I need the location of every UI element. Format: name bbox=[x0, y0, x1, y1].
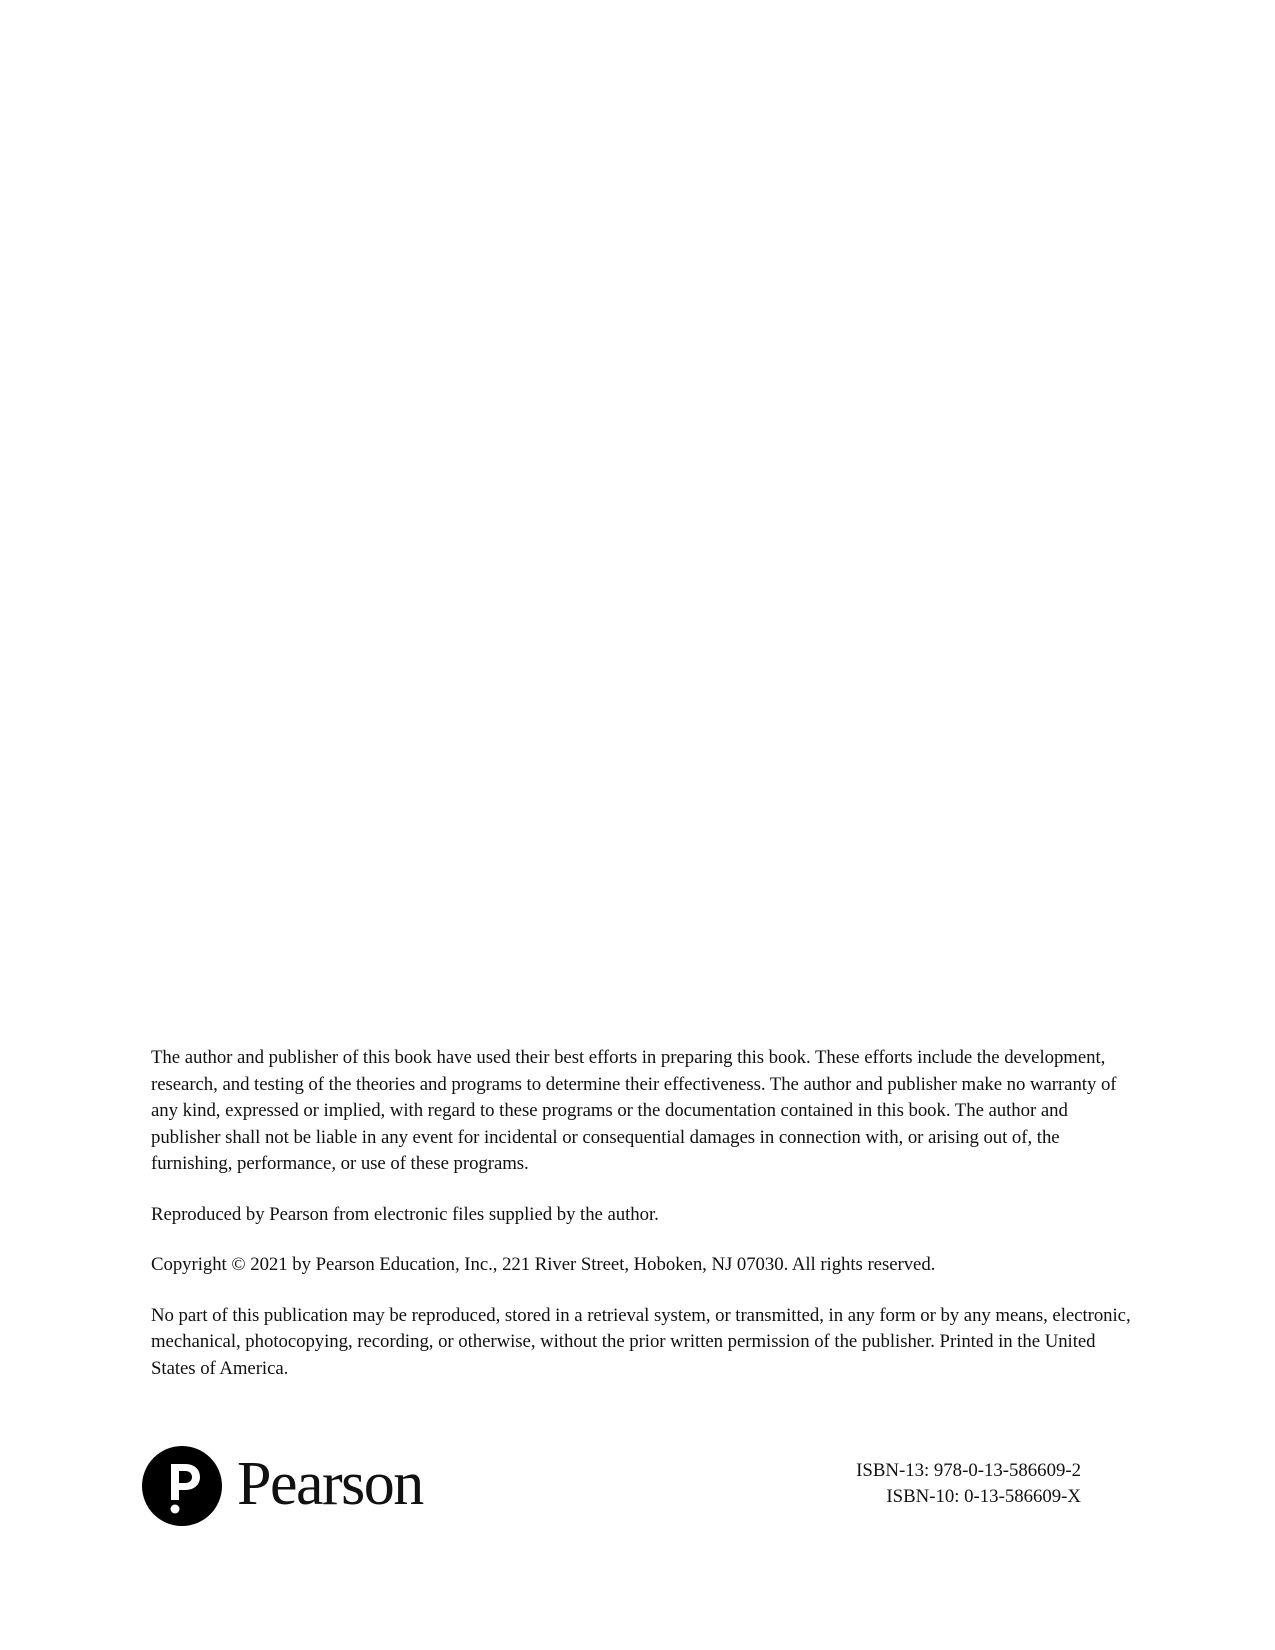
rights-notice: No part of this publication may be reproduced, stored in a retrieval system, or transmitted, in any form or by any means, electronic, mechanical, photocopying, recording, or otherwise, without the prior written permission of the publisher. Printed in the United States of America. bbox=[151, 1304, 1131, 1379]
pearson-p-logo-icon bbox=[141, 1440, 223, 1532]
isbn-block bbox=[781, 1458, 1081, 1510]
copyright-notice: Copyright © 2021 by Pearson Education, Inc., 221 River Street, Hoboken, NJ 07030. All rights reserved. bbox=[151, 1254, 936, 1275]
disclaimer-paragraph: The author and publisher of this book have used their best efforts in preparing this book. These efforts include the development, research, and testing of the theories and programs to determine their effectiveness. The author and publisher make no warranty of any kind, expressed or implied, with regard to these programs or the documentation contained in this book. The author and publisher shall not be liable in any event for incidental or consequential damages in connection with, or arising out of, the furnishing, performance, or use of these programs. bbox=[151, 1047, 1117, 1174]
publisher-logo bbox=[141, 1440, 441, 1532]
isbn-10: ISBN-10: 0-13-586609-X bbox=[886, 1486, 1081, 1507]
isbn-13: ISBN-13: 978-0-13-586609-2 bbox=[856, 1460, 1081, 1481]
page-footer bbox=[141, 1440, 1141, 1540]
pearson-wordmark: Pearson bbox=[237, 1450, 423, 1518]
reproduction-notice: Reproduced by Pearson from electronic files supplied by the author. bbox=[151, 1203, 659, 1225]
copyright-page-text bbox=[151, 1045, 1136, 1406]
